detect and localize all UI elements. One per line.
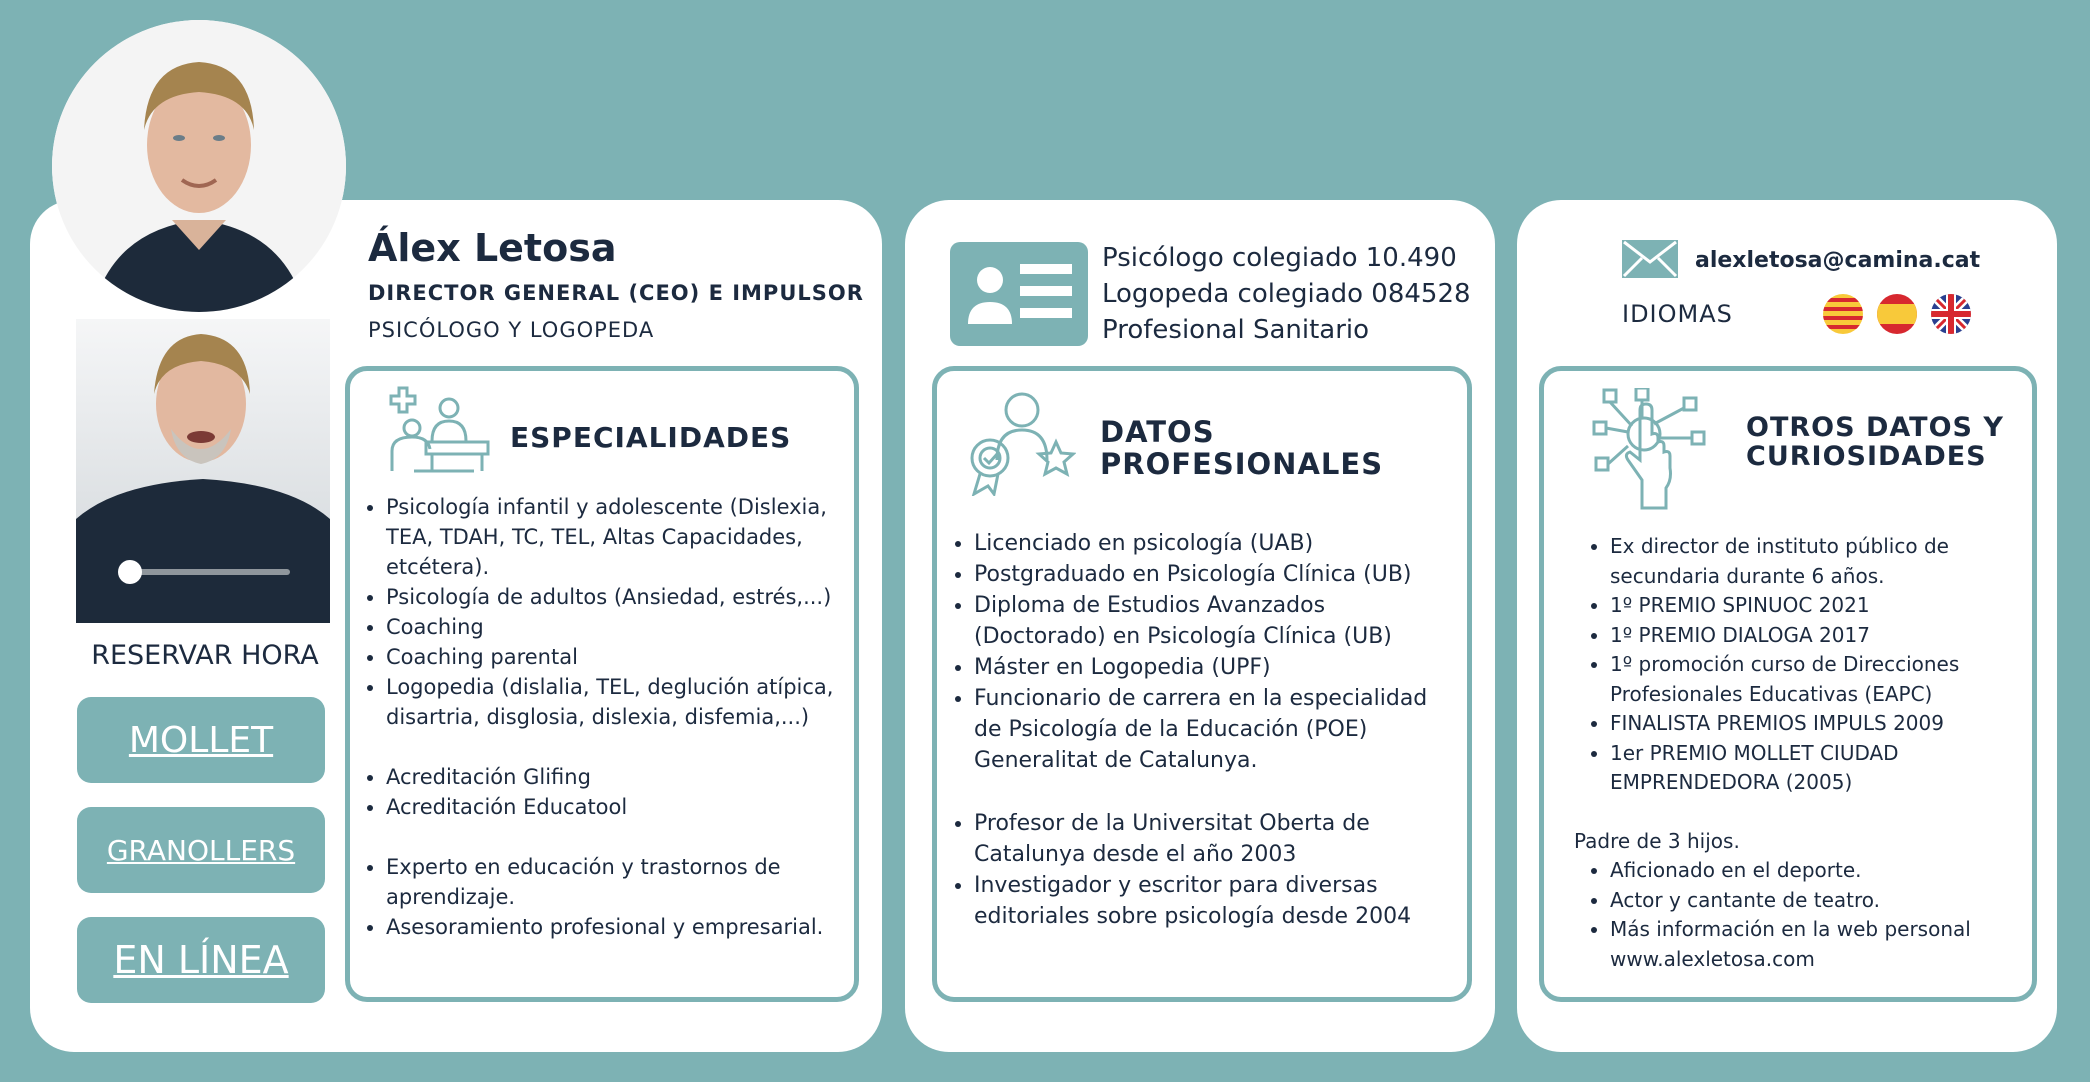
list-item: • FINALISTA PREMIOS IMPULS 2009 <box>1610 709 2034 739</box>
other-title-line1: OTROS DATOS Y <box>1746 412 2004 443</box>
mail-icon <box>1622 240 1678 282</box>
spanish-flag-icon <box>1877 294 1917 338</box>
specialties-title: ESPECIALIDADES <box>510 421 792 454</box>
list-item: • 1º PREMIO SPINUOC 2021 <box>1610 591 2034 621</box>
list-item: • Funcionario de carrera en la especialidad de Psicología de la Educación (POE) Generalitat de Catalunya. <box>974 683 1455 776</box>
profile-photo <box>52 20 346 312</box>
list-item: • 1er PREMIO MOLLET CIUDAD EMPRENDEDORA (2005) <box>1610 739 2034 798</box>
list-item: • Más información en la web personal www.alexletosa.com <box>1610 915 2034 974</box>
professional-title <box>1100 416 1383 480</box>
spacer <box>1574 798 2034 827</box>
professional-list <box>950 528 1455 932</box>
list-item: • Diploma de Estudios Avanzados (Doctorado) en Psicología Clínica (UB) <box>974 590 1455 652</box>
granollers-button[interactable]: GRANOLLERS <box>77 807 325 893</box>
list-item: • Acreditación Glifing <box>386 762 850 792</box>
id-card-icon <box>950 242 1088 350</box>
credential-speech-therapist: Logopeda colegiado 084528 <box>1102 279 1471 309</box>
list-item: • Máster en Logopedia (UPF) <box>974 652 1455 683</box>
list-item: • Psicología de adultos (Ansiedad, estrés,...) <box>386 582 850 612</box>
video-progress-knob[interactable] <box>118 560 142 584</box>
online-button[interactable]: EN LÍNEA <box>77 917 325 1003</box>
other-note: Padre de 3 hijos. <box>1574 828 1740 853</box>
video-progress-track[interactable] <box>120 569 290 575</box>
other-title <box>1746 413 2004 471</box>
list-item: • Licenciado en psicología (UAB) <box>974 528 1455 559</box>
list-item: • Actor y cantante de teatro. <box>1610 886 2034 916</box>
network-hand-icon <box>1592 388 1710 514</box>
list-item: • Psicología infantil y adolescente (Dislexia, TEA, TDAH, TC, TEL, Altas Capacidades, etcétera). <box>386 492 850 582</box>
uk-flag-icon <box>1931 294 1971 338</box>
other-title-line2: CURIOSIDADES <box>1746 441 1987 472</box>
specialties-list <box>362 492 850 942</box>
list-item: • Aficionado en el deporte. <box>1610 856 2034 886</box>
list-item: • Profesor de la Universitat Oberta de Catalunya desde el año 2003 <box>974 808 1455 870</box>
credential-psychologist: Psicólogo colegiado 10.490 <box>1102 243 1457 273</box>
spacer <box>974 776 1455 808</box>
languages-label: IDIOMAS <box>1622 300 1733 328</box>
catalan-flag-icon <box>1823 294 1863 338</box>
list-item: • 1º PREMIO DIALOGA 2017 <box>1610 621 2034 651</box>
list-item: • Coaching <box>386 612 850 642</box>
reserve-label: RESERVAR HORA <box>91 640 319 671</box>
list-item: • Acreditación Educatool <box>386 792 850 822</box>
profile-profession: PSICÓLOGO Y LOGOPEDA <box>368 318 655 342</box>
spacer <box>386 822 850 852</box>
list-item: • Logopedia (dislalia, TEL, deglución atípica, disartria, disglosia, dislexia, disfemia,...) <box>386 672 850 732</box>
list-item: • Ex director de instituto público de secundaria durante 6 años. <box>1610 532 2034 591</box>
credentials <box>1102 240 1471 348</box>
credential-health: Profesional Sanitario <box>1102 315 1370 345</box>
mollet-button[interactable]: MOLLET <box>77 697 325 783</box>
list-item: • Coaching parental <box>386 642 850 672</box>
award-person-icon <box>962 390 1076 500</box>
doctor-icon <box>384 386 494 480</box>
list-item: • Investigador y escritor para diversas editoriales sobre psicología desde 2004 <box>974 870 1455 932</box>
other-list <box>1574 532 2034 974</box>
profile-name: Álex Letosa <box>368 226 617 270</box>
email-link[interactable]: alexletosa@camina.cat <box>1695 248 1981 273</box>
video-player[interactable] <box>76 319 330 623</box>
profile-role: DIRECTOR GENERAL (CEO) E IMPULSOR <box>368 281 864 305</box>
professional-title-line1: DATOS <box>1100 415 1215 449</box>
list-item: • Postgraduado en Psicología Clínica (UB) <box>974 559 1455 590</box>
list-item: • 1º promoción curso de Direcciones Profesionales Educativas (EAPC) <box>1610 650 2034 709</box>
spacer <box>386 732 850 762</box>
list-item: • Asesoramiento profesional y empresarial. <box>386 912 850 942</box>
professional-title-line2: PROFESIONALES <box>1100 447 1384 481</box>
list-item: • Experto en educación y trastornos de aprendizaje. <box>386 852 850 912</box>
